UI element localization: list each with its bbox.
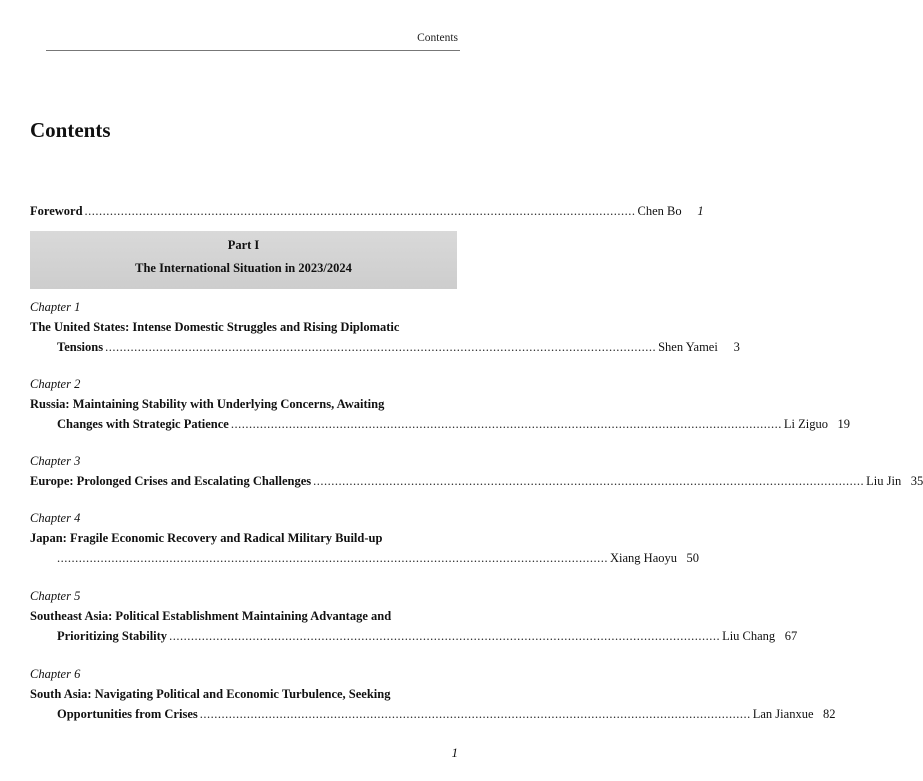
chapter-author: Lan Jianxue [752,707,814,721]
toc-entry-chapter-1[interactable] [30,297,740,357]
chapter-title: Russia: Maintaining Stability with Underlying Concerns, Awaiting [30,397,385,411]
chapter-author: Xiang Haoyu [610,551,677,565]
toc-entry-foreword[interactable] [30,201,704,221]
chapter-title-continued: Prioritizing Stability [57,629,168,643]
dot-leader: ........................................................................................................................................................ [230,417,782,431]
chapter-title: Southeast Asia: Political Establishment Maintaining Advantage and [30,609,392,623]
toc-entry-chapter-3[interactable] [30,451,923,491]
chapter-page: 82 [823,707,836,721]
foreword-page: 1 [697,204,704,218]
toc-entry-chapter-6[interactable] [30,664,836,724]
chapter-page: 50 [686,551,699,565]
chapter-label: Chapter 3 [30,454,81,468]
toc-entry-chapter-2[interactable] [30,374,850,434]
part-label: Part I [227,238,260,252]
chapter-title-continued: Tensions [57,340,104,354]
chapter-author: Liu Jin [866,474,902,488]
chapter-title: South Asia: Navigating Political and Economic Turbulence, Seeking [30,687,391,701]
chapter-author: Liu Chang [722,629,776,643]
chapter-author: Li Ziguo [783,417,828,431]
chapter-label: Chapter 5 [30,589,81,603]
chapter-title-continued: Opportunities from Crises [57,707,198,721]
chapter-title: Europe: Prolonged Crises and Escalating Challenges [30,474,312,488]
header-rule [46,50,460,51]
toc-entry-chapter-5[interactable] [30,586,798,646]
toc-entry-chapter-4[interactable] [30,508,699,568]
chapter-page: 35 [910,474,923,488]
foreword-author: Chen Bo [637,204,682,218]
page-title: Contents [30,118,111,142]
page-number: 1 [451,745,458,760]
chapter-label: Chapter 6 [30,667,81,681]
dot-leader: ........................................................................................................................................................ [169,629,721,643]
dot-leader: ........................................................................................................................................................ [84,204,636,218]
chapter-page: 3 [733,340,740,354]
chapter-title: The United States: Intense Domestic Struggles and Rising Diplomatic [30,320,400,334]
dot-leader: ........................................................................................................................................................ [105,340,657,354]
chapter-label: Chapter 2 [30,377,81,391]
part-title: The International Situation in 2023/2024 [135,261,352,275]
dot-leader: ........................................................................................................................................................ [57,551,608,565]
dot-leader: ........................................................................................................................................................ [199,707,751,721]
chapter-title-continued: Changes with Strategic Patience [57,417,229,431]
chapter-label: Chapter 4 [30,511,81,525]
running-head: Contents [417,32,458,44]
chapter-page: 67 [784,629,798,643]
part-heading-band [30,231,457,289]
dot-leader: ........................................................................................................................................................ [313,474,865,488]
chapter-title: Japan: Fragile Economic Recovery and Radical Military Build-up [30,531,383,545]
chapter-page: 19 [837,417,850,431]
chapter-label: Chapter 1 [30,300,81,314]
foreword-title: Foreword [30,204,83,218]
chapter-author: Shen Yamei [658,340,718,354]
